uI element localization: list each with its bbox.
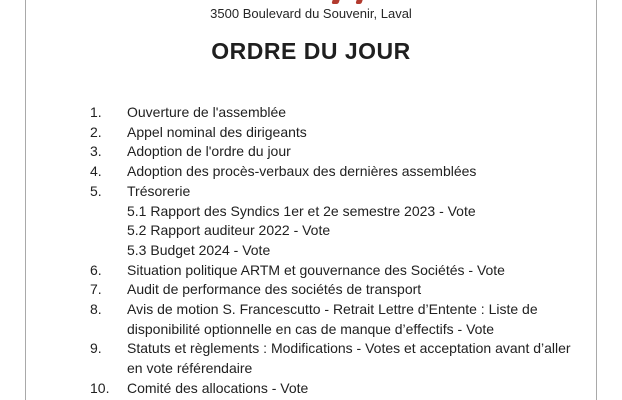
item-number: 10. (90, 379, 110, 396)
list-item (90, 339, 579, 378)
item-number: 5. (90, 182, 102, 199)
item-text: Audit de performance des sociétés de transport (127, 281, 422, 298)
list-item (90, 142, 579, 162)
item-text: Comité des allocations - Vote (127, 379, 309, 396)
item-text: Adoption des procès-verbaux des dernières assemblées (127, 163, 477, 180)
item-text: Avis de motion S. Francescutto - Retrait Lettre d’Entente : Liste de disponibilité optionnelle en cas de manque d’effectifs - Vote (127, 301, 538, 337)
item-number: 6. (90, 261, 102, 278)
page-title: ORDRE DU JOUR (211, 38, 411, 64)
list-item (90, 379, 579, 399)
page-right-edge (596, 0, 597, 400)
item-number: 9. (90, 340, 102, 357)
item-number: 3. (90, 143, 102, 160)
cropped-red-text-fragment (355, 0, 362, 4)
list-item (90, 182, 579, 202)
item-text: Situation politique ARTM et gouvernance des Sociétés - Vote (127, 261, 505, 278)
item-number: 1. (90, 104, 102, 120)
list-item (90, 261, 579, 281)
address-line: 3500 Boulevard du Souvenir, Laval (210, 6, 412, 21)
item-text: Trésorerie (127, 182, 191, 199)
sub-item: 5.3 Budget 2024 - Vote (127, 241, 271, 258)
item-text: Statuts et règlements : Modifications - Votes et acceptation avant d’aller en vote référendaire (127, 340, 571, 377)
item-number: 7. (90, 281, 102, 298)
item-number: 8. (90, 301, 102, 318)
sub-item: 5.2 Rapport auditeur 2022 - Vote (127, 222, 331, 239)
cropped-red-text-fragment (331, 0, 339, 4)
list-item (90, 280, 579, 300)
list-item (90, 300, 579, 339)
agenda-list (90, 103, 579, 399)
list-item (90, 123, 579, 143)
item-text: Ouverture de l'assemblée (127, 104, 287, 120)
sub-item-group (127, 202, 579, 261)
sub-item: 5.1 Rapport des Syndics 1er et 2e semestre 2023 - Vote (127, 202, 476, 219)
list-item (90, 103, 579, 123)
item-text: Appel nominal des dirigeants (127, 123, 307, 140)
cropped-red-header-line (0, 0, 622, 5)
item-number: 2. (90, 123, 102, 140)
list-item (90, 162, 579, 182)
item-text: Adoption de l'ordre du jour (127, 143, 291, 160)
item-number: 4. (90, 163, 102, 180)
